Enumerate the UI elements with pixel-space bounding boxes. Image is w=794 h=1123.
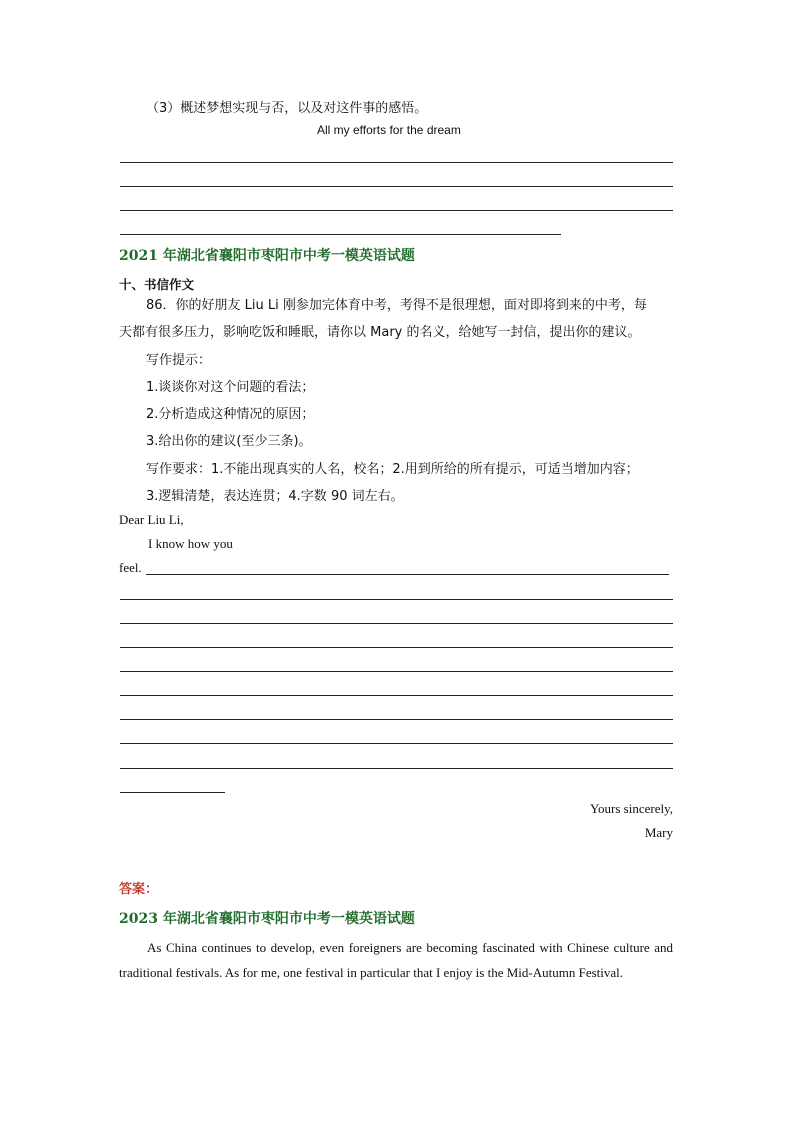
exam-title-2021: 2021 年湖北省襄阳市枣阳市中考一模英语试题 xyxy=(119,248,415,264)
requirements-line2: 3.逻辑清楚，表达连贯；4.字数 90 词左右。 xyxy=(146,489,404,504)
question-86-line2: 天都有很多压力，影响吃饭和睡眠，请你以 Mary 的名义，给她写一封信，提出你的建议。 xyxy=(119,325,641,340)
answer-line xyxy=(120,186,673,187)
hint-1: 1.谈谈你对这个问题的看法； xyxy=(146,380,315,395)
writing-line xyxy=(120,695,673,696)
answer-line xyxy=(120,210,673,211)
answer-label: 答案： xyxy=(119,882,159,897)
letter-opening: I know how you xyxy=(148,536,233,551)
writing-line xyxy=(120,623,673,624)
exam-title-2023: 2023 年湖北省襄阳市枣阳市中考一模英语试题 xyxy=(119,911,415,927)
letter-greeting: Dear Liu Li, xyxy=(119,512,184,527)
letter-feel: feel. xyxy=(119,560,142,575)
answer-line xyxy=(120,162,673,163)
writing-line xyxy=(120,768,673,769)
writing-line xyxy=(120,719,673,720)
prompt-line: All my efforts for the dream xyxy=(317,123,461,137)
item3-instruction: （3）概述梦想实现与否，以及对这件事的感悟。 xyxy=(146,101,428,116)
writing-line xyxy=(120,743,673,744)
writing-line xyxy=(120,671,673,672)
writing-line xyxy=(120,792,225,793)
hint-2: 2.分析造成这种情况的原因； xyxy=(146,407,315,422)
section-label: 十、书信作文 xyxy=(119,277,195,292)
writing-line xyxy=(146,574,669,575)
question-86-line1: 86．你的好朋友 Liu Li 刚参加完体育中考，考得不是很理想，面对即将到来的中考，每 xyxy=(146,298,647,313)
hints-title: 写作提示： xyxy=(146,353,212,368)
answer-essay xyxy=(119,935,673,985)
letter-closing: Yours sincerely, xyxy=(589,801,673,816)
answer-essay-text: As China continues to develop, even foreigners are becoming fascinated with Chinese culture and traditional festivals. As for me, one festival in particular that I enjoy is the Mid-Autumn Festival. xyxy=(119,940,673,980)
hint-3: 3.给出你的建议(至少三条)。 xyxy=(146,434,312,449)
writing-line xyxy=(120,599,673,600)
letter-signature: Mary xyxy=(644,825,673,840)
writing-line xyxy=(120,647,673,648)
requirements-line1: 写作要求：1.不能出现真实的人名，校名；2.用到所给的所有提示，可适当增加内容； xyxy=(146,462,639,477)
answer-line xyxy=(120,234,561,235)
